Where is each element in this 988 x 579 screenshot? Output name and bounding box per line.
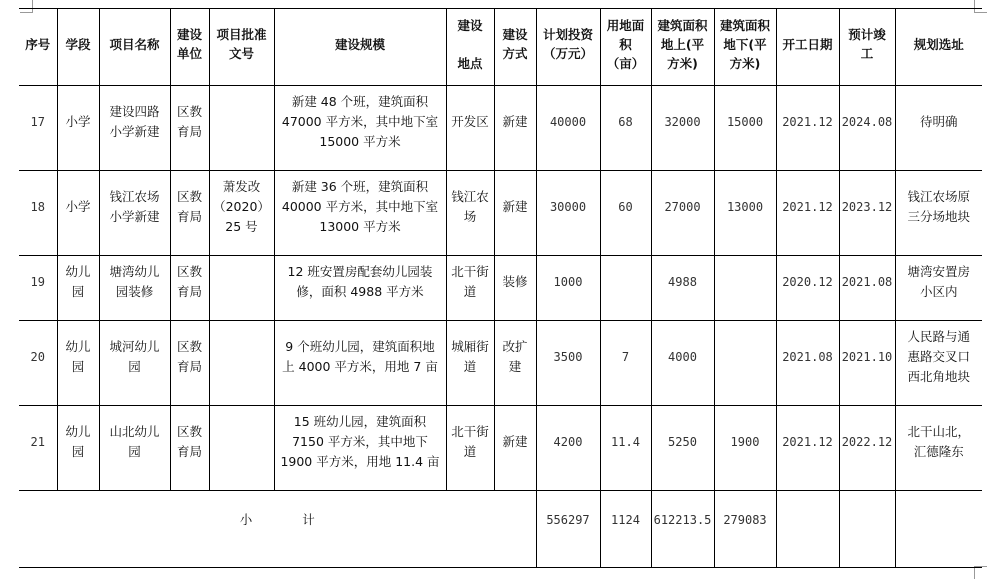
project-name-cell: 建设四路 小学新建 — [99, 86, 170, 171]
approval-number-cell — [209, 86, 274, 171]
planned-investment-cell: 40000 — [536, 86, 600, 171]
planned-investment-cell: 4200 — [536, 406, 600, 491]
approval-number-cell: 萧发改 （2020） 25 号 — [209, 171, 274, 256]
construction-method-cell: 新建 — [494, 406, 536, 491]
construction-location-cell: 北干街 道 — [446, 256, 494, 321]
start-date-cell: 2021.12 — [776, 86, 839, 171]
land-area-cell: 68 — [600, 86, 651, 171]
completion-date-cell: 2021.10 — [839, 321, 895, 406]
approval-number-cell — [209, 256, 274, 321]
table-row — [19, 321, 982, 406]
header-cell: 规划选址 — [895, 9, 982, 86]
land-area-cell: 11.4 — [600, 406, 651, 491]
subtotal-area-above: 612213.5 — [651, 491, 714, 568]
planned-site-cell: 塘湾安置房 小区内 — [895, 256, 982, 321]
subtotal-start — [776, 491, 839, 568]
header-cell: 建设规模 — [274, 9, 446, 86]
construction-method-cell: 新建 — [494, 86, 536, 171]
planned-site-cell: 待明确 — [895, 86, 982, 171]
header-cell: 计划投资 （万元） — [536, 9, 600, 86]
planned-investment-cell: 1000 — [536, 256, 600, 321]
area-below-ground-cell: 15000 — [714, 86, 776, 171]
construction-scale-cell: 新建 36 个班，建筑面积 40000 平方米，其中地下室 13000 平方米 — [274, 171, 446, 256]
construction-unit-cell: 区教 育局 — [170, 321, 209, 406]
header-cell: 建筑面积 地上(平 方米) — [651, 9, 714, 86]
start-date-cell: 2021.08 — [776, 321, 839, 406]
row-number-cell: 19 — [19, 256, 57, 321]
subtotal-row — [19, 491, 982, 568]
project-name-cell: 城河幼儿 园 — [99, 321, 170, 406]
header-row — [19, 9, 982, 86]
start-date-cell: 2021.12 — [776, 171, 839, 256]
subtotal-area-below: 279083 — [714, 491, 776, 568]
construction-location-cell: 开发区 — [446, 86, 494, 171]
construction-unit-cell: 区教 育局 — [170, 256, 209, 321]
school-stage-cell: 小学 — [57, 171, 99, 256]
subtotal-land: 1124 — [600, 491, 651, 568]
construction-scale-cell: 新建 48 个班，建筑面积 47000 平方米，其中地下室 15000 平方米 — [274, 86, 446, 171]
completion-date-cell: 2023.12 — [839, 171, 895, 256]
header-cell: 项目名称 — [99, 9, 170, 86]
project-name-cell: 钱江农场 小学新建 — [99, 171, 170, 256]
table-row — [19, 256, 982, 321]
construction-method-cell: 装修 — [494, 256, 536, 321]
header-cell: 开工日期 — [776, 9, 839, 86]
construction-location-cell: 钱江农 场 — [446, 171, 494, 256]
construction-unit-cell: 区教 育局 — [170, 171, 209, 256]
construction-method-cell: 改扩 建 — [494, 321, 536, 406]
table-row — [19, 86, 982, 171]
construction-unit-cell: 区教 育局 — [170, 406, 209, 491]
construction-scale-cell: 9 个班幼儿园，建筑面积地 上 4000 平方米，用地 7 亩 — [274, 321, 446, 406]
header-cell: 建设 方式 — [494, 9, 536, 86]
planned-site-cell: 人民路与通 惠路交叉口 西北角地块 — [895, 321, 982, 406]
row-number-cell: 20 — [19, 321, 57, 406]
approval-number-cell — [209, 321, 274, 406]
start-date-cell: 2020.12 — [776, 256, 839, 321]
area-above-ground-cell: 32000 — [651, 86, 714, 171]
row-number-cell: 18 — [19, 171, 57, 256]
area-above-ground-cell: 4000 — [651, 321, 714, 406]
area-below-ground-cell — [714, 321, 776, 406]
header-cell: 序号 — [19, 9, 57, 86]
project-name-cell: 塘湾幼儿 园装修 — [99, 256, 170, 321]
construction-location-cell: 北干街 道 — [446, 406, 494, 491]
table-row — [19, 406, 982, 491]
header-cell: 建设 地点 — [446, 9, 494, 86]
land-area-cell: 7 — [600, 321, 651, 406]
construction-unit-cell: 区教 育局 — [170, 86, 209, 171]
school-stage-cell: 幼儿 园 — [57, 321, 99, 406]
planned-investment-cell: 3500 — [536, 321, 600, 406]
completion-date-cell: 2021.08 — [839, 256, 895, 321]
header-cell: 项目批准 文号 — [209, 9, 274, 86]
area-above-ground-cell: 5250 — [651, 406, 714, 491]
header-cell: 用地面 积 （亩） — [600, 9, 651, 86]
project-name-cell: 山北幼儿 园 — [99, 406, 170, 491]
completion-date-cell: 2024.08 — [839, 86, 895, 171]
school-stage-cell: 小学 — [57, 86, 99, 171]
header-cell: 学段 — [57, 9, 99, 86]
school-stage-cell: 幼儿 园 — [57, 406, 99, 491]
header-cell: 建设 单位 — [170, 9, 209, 86]
row-number-cell: 17 — [19, 86, 57, 171]
project-table — [19, 8, 982, 568]
area-below-ground-cell: 13000 — [714, 171, 776, 256]
subtotal-label: 小 计 — [19, 491, 536, 568]
area-below-ground-cell — [714, 256, 776, 321]
header-cell: 建筑面积 地下(平 方米) — [714, 9, 776, 86]
approval-number-cell — [209, 406, 274, 491]
school-stage-cell: 幼儿 园 — [57, 256, 99, 321]
table-row — [19, 171, 982, 256]
completion-date-cell: 2022.12 — [839, 406, 895, 491]
construction-scale-cell: 12 班安置房配套幼儿园装 修，面积 4988 平方米 — [274, 256, 446, 321]
row-number-cell: 21 — [19, 406, 57, 491]
construction-location-cell: 城厢街 道 — [446, 321, 494, 406]
subtotal-investment: 556297 — [536, 491, 600, 568]
construction-method-cell: 新建 — [494, 171, 536, 256]
header-cell: 预计竣 工 — [839, 9, 895, 86]
land-area-cell: 60 — [600, 171, 651, 256]
area-above-ground-cell: 4988 — [651, 256, 714, 321]
land-area-cell — [600, 256, 651, 321]
subtotal-finish — [839, 491, 895, 568]
start-date-cell: 2021.12 — [776, 406, 839, 491]
area-above-ground-cell: 27000 — [651, 171, 714, 256]
planned-site-cell: 北干山北， 汇德隆东 — [895, 406, 982, 491]
subtotal-site — [895, 491, 982, 568]
construction-scale-cell: 15 班幼儿园，建筑面积 7150 平方米，其中地下 1900 平方米，用地 11.4 亩 — [274, 406, 446, 491]
area-below-ground-cell: 1900 — [714, 406, 776, 491]
planned-site-cell: 钱江农场原 三分场地块 — [895, 171, 982, 256]
planned-investment-cell: 30000 — [536, 171, 600, 256]
